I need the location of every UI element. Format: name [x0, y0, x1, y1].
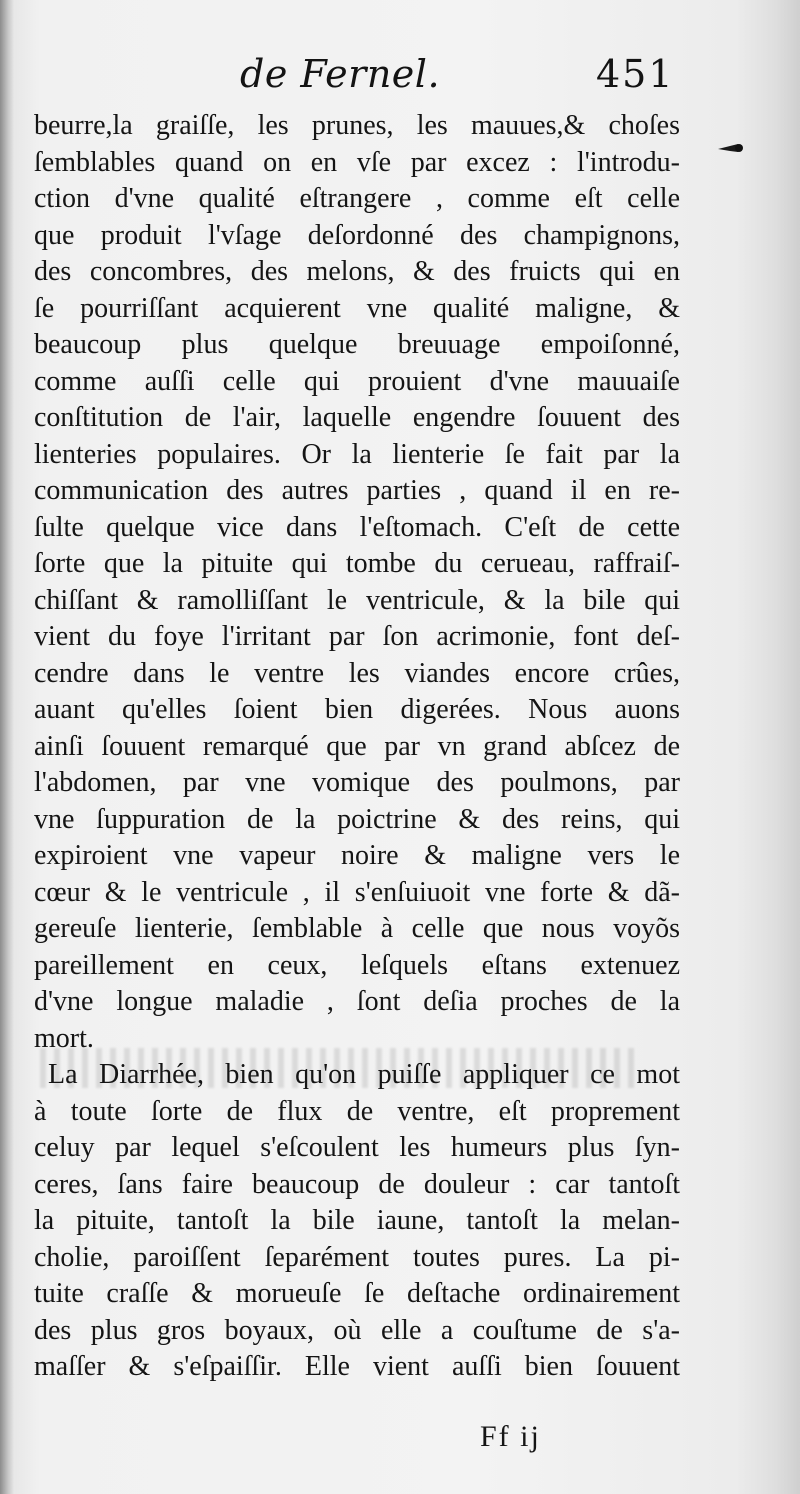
ink-blot-icon — [716, 140, 746, 158]
text-line: ſorte que la pituite qui tombe du cerueau, raffraiſ- — [34, 548, 680, 579]
text-line: ſemblables quand on en vſe par excez : l'introdu- — [34, 146, 680, 178]
gutter-shadow — [0, 0, 14, 1494]
text-line: conſtitution de l'air, laquelle engendre ſouuent des — [34, 402, 680, 433]
text-line: cœur & le ventricule , il s'enſuiuoit vne forte & dã- — [34, 876, 680, 908]
text-line: auant qu'elles ſoient bien digerées. Nous auons — [34, 694, 680, 725]
text-line: ainſi ſouuent remarqué que par vn grand abſcez de — [34, 730, 680, 762]
body-text — [34, 108, 680, 1386]
text-line: beurre,la graiſſe, les prunes, les mauues,& choſes — [34, 110, 680, 141]
running-head: de Fernel. — [240, 52, 441, 96]
signature-mark: Ff ij — [480, 1420, 541, 1453]
text-line: tuite craſſe & morueuſe ſe deſtache ordinairement — [34, 1278, 680, 1309]
text-line: comme auſſi celle qui prouient d'vne mauuaiſe — [34, 365, 680, 397]
text-line: ſe pourriſſant acquierent vne qualité maligne, & — [34, 292, 680, 324]
text-line: gereuſe lienterie, ſemblable à celle que nous voyõs — [34, 913, 680, 944]
text-line: à toute ſorte de flux de ventre, eſt proprement — [34, 1095, 680, 1127]
text-line: expiroient vne vapeur noire & maligne vers le — [34, 840, 680, 871]
text-line: cendre dans le ventre les viandes encore crûes, — [34, 657, 680, 689]
text-line: ction d'vne qualité eſtrangere , comme eſt celle — [34, 183, 680, 214]
text-line: l'abdomen, par vne vomique des poulmons, par — [34, 767, 680, 798]
text-line: chiſſant & ramolliſſant le ventricule, & la bile qui — [34, 584, 680, 616]
text-line-paragraph-end: mort. — [34, 1022, 94, 1054]
text-line: ceres, ſans faire beaucoup de douleur : car tantoſt — [34, 1168, 680, 1200]
page-header — [0, 48, 800, 104]
text-line: que produit l'vſage deſordonné des champignons, — [34, 219, 680, 251]
text-line: cholie, paroiſſent ſeparément toutes pures. La pi- — [34, 1241, 680, 1273]
text-line: ſulte quelque vice dans l'eſtomach. C'eſt de cette — [34, 511, 680, 543]
text-line-paragraph-start: La Diarrhée, bien qu'on puiſſe appliquer ce mot — [48, 1059, 680, 1090]
page-number: 451 — [596, 52, 675, 96]
text-line: vient du foye l'irritant par ſon acrimonie, font deſ- — [34, 621, 680, 652]
text-line: des concombres, des melons, & des fruicts qui en — [34, 256, 680, 287]
text-line: vne ſuppuration de la poictrine & des reins, qui — [34, 803, 680, 835]
text-line: pareillement en ceux, leſquels eſtans extenuez — [34, 949, 680, 981]
text-line: des plus gros boyaux, où elle a couſtume de s'a- — [34, 1314, 680, 1346]
text-line: beaucoup plus quelque breuuage empoiſonné, — [34, 329, 680, 360]
text-line: la pituite, tantoſt la bile iaune, tantoſt la melan- — [34, 1205, 680, 1236]
text-line: maſſer & s'eſpaiſſir. Elle vient auſſi bien ſouuent — [34, 1351, 680, 1382]
text-line: lienteries populaires. Or la lienterie ſe fait par la — [34, 438, 680, 470]
text-line: celuy par lequel s'eſcoulent les humeurs plus ſyn- — [34, 1132, 680, 1163]
text-line: communication des autres parties , quand il en re- — [34, 475, 680, 506]
text-line: d'vne longue maladie , ſont deſia proches de la — [34, 986, 680, 1017]
